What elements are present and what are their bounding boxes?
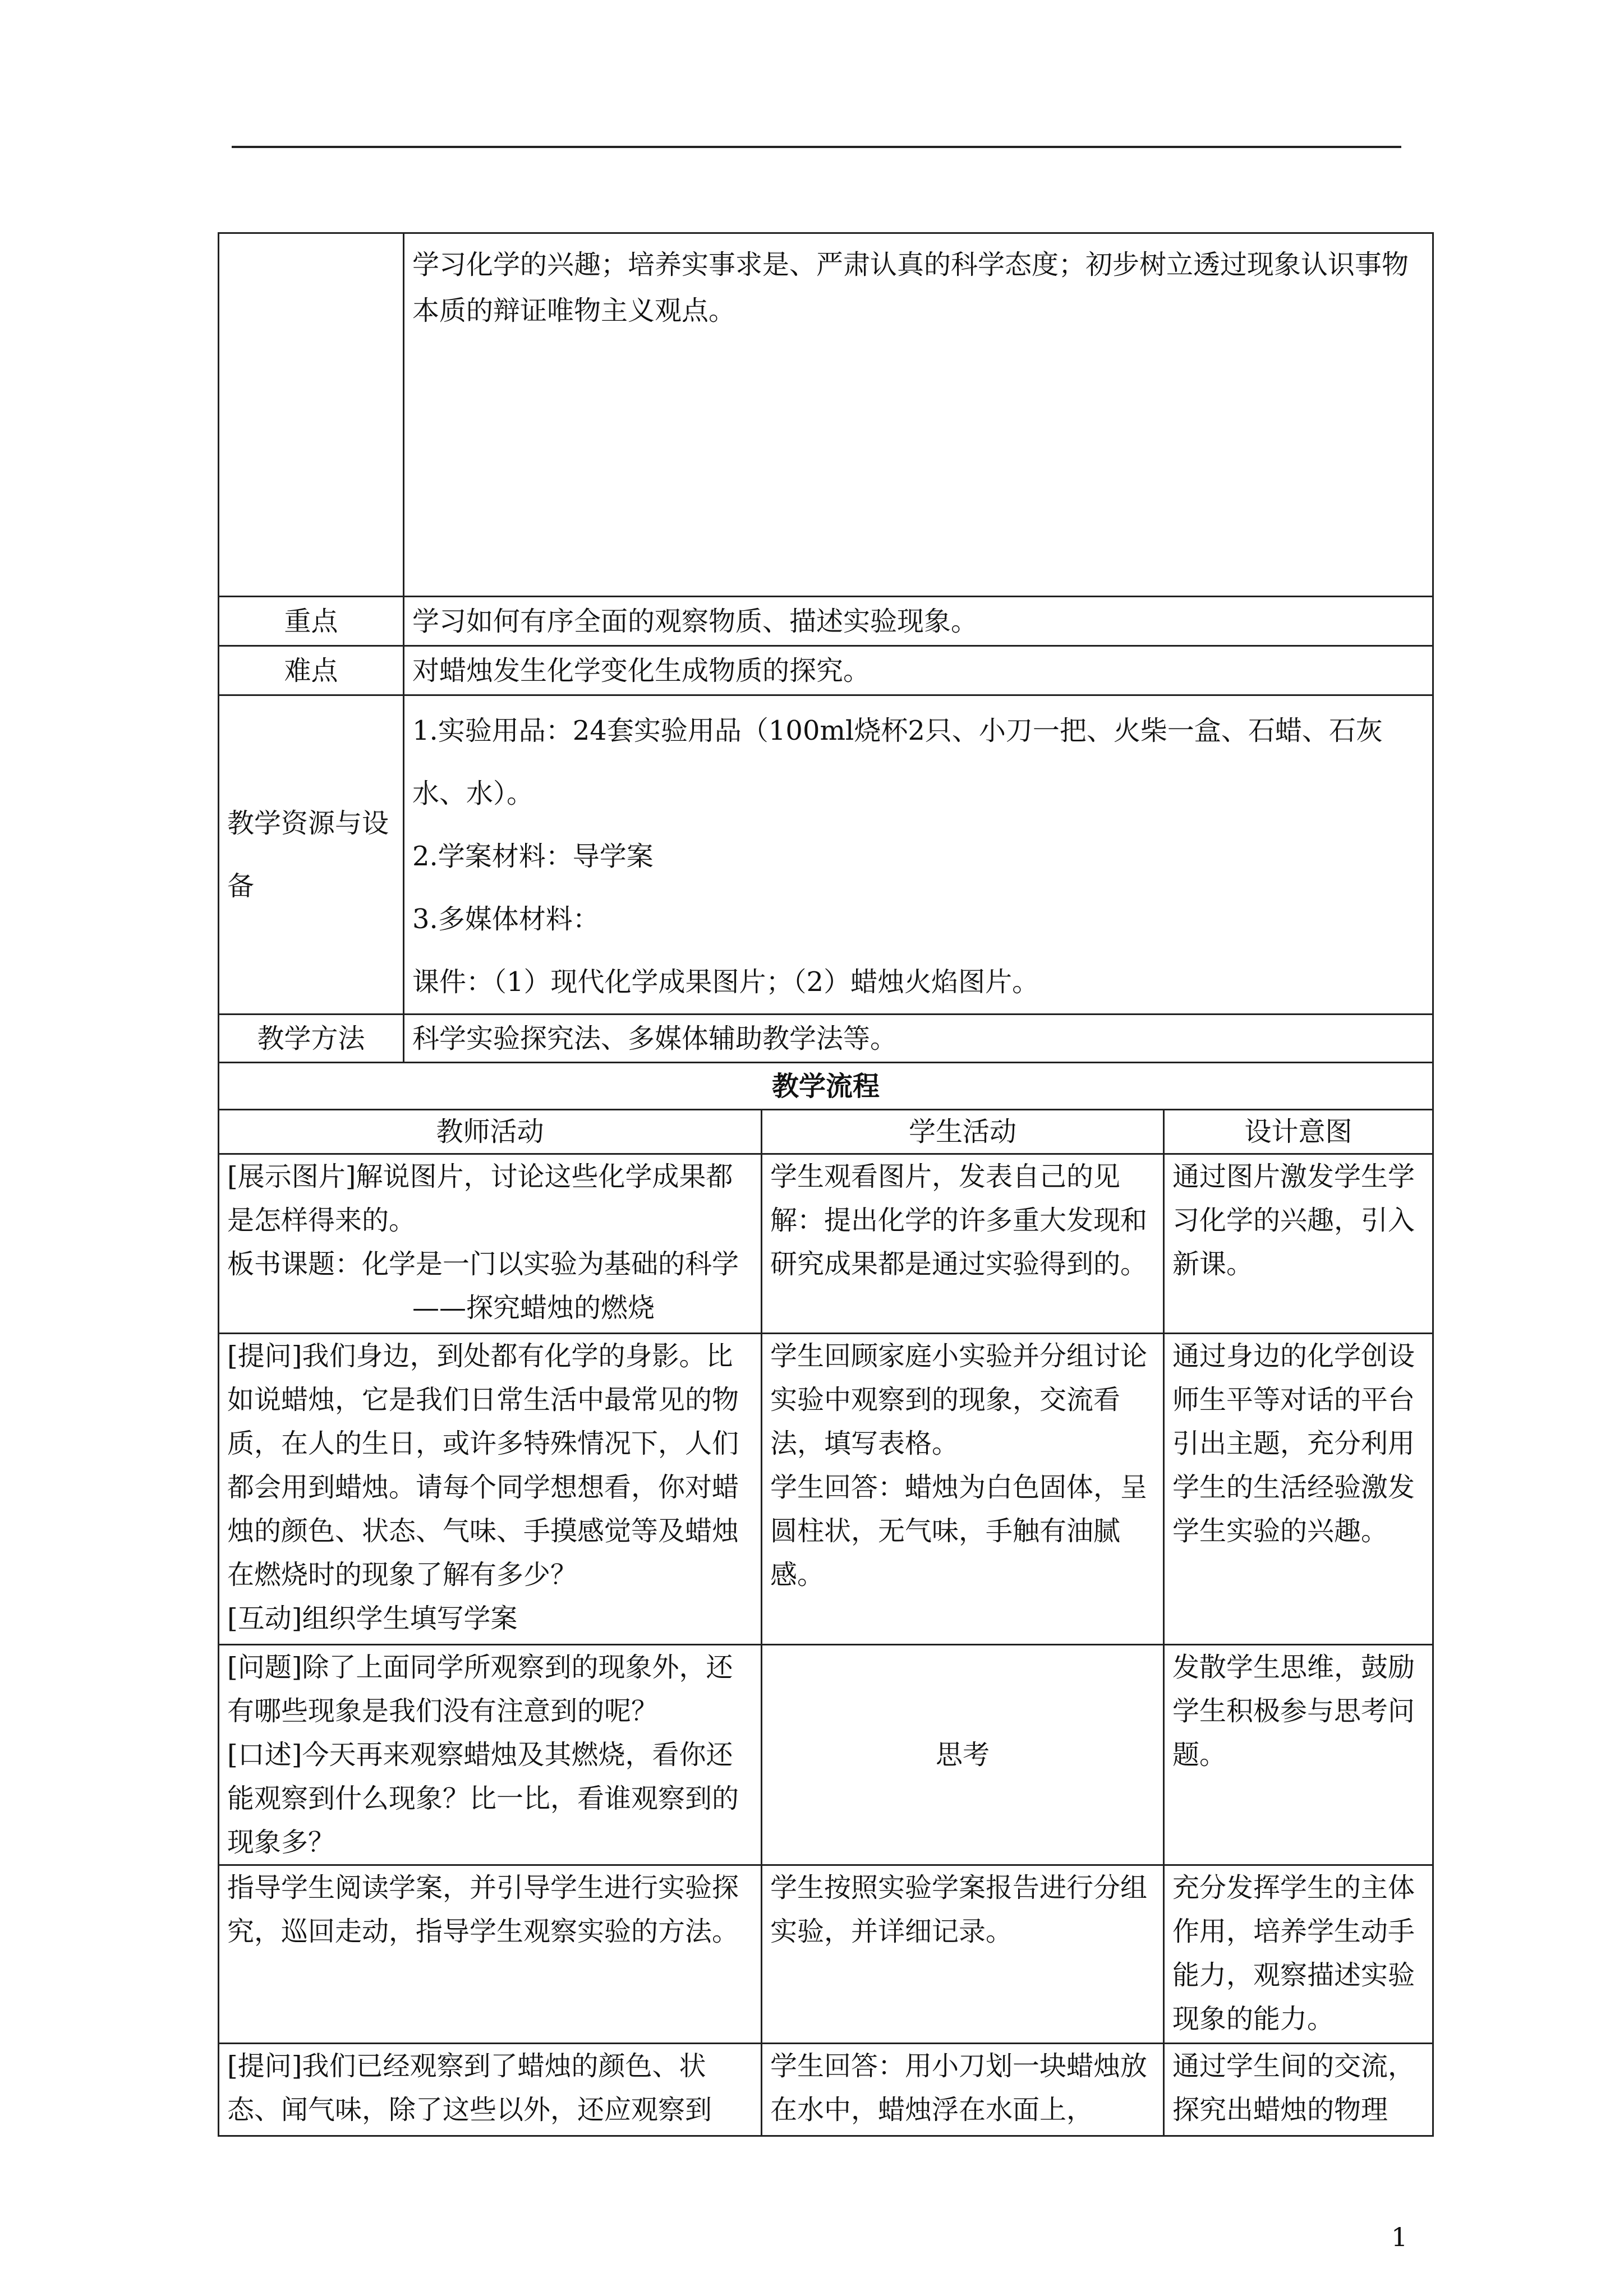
intent-cell: 通过身边的化学创设师生平等对话的平台引出主题，充分利用学生的生活经验激发学生实验的兴趣。	[1164, 1334, 1433, 1645]
intent-cell: 充分发挥学生的主体作用，培养学生动手能力，观察描述实验现象的能力。	[1164, 1865, 1433, 2044]
header-teacher: 教师活动	[219, 1110, 762, 1154]
student-cell: 学生观看图片，发表自己的见解：提出化学的许多重大发现和研究成果都是通过实验得到的。	[762, 1154, 1164, 1334]
student-cell	[762, 1334, 1164, 1645]
key-point-label: 重点	[219, 597, 404, 646]
teacher-line: 板书课题：化学是一门以实验为基础的科学	[227, 1248, 739, 1280]
header-rule	[232, 146, 1401, 148]
resources-label: 教学资源与设备	[219, 695, 404, 1015]
student-line: 学生回答：蜡烛为白色固体，呈圆柱状，无气味，手触有油腻感。	[770, 1472, 1148, 1590]
resources-line-1: 1.实验用品：24套实验用品（100ml烧杯2只、小刀一把、火柴一盒、石蜡、石灰水、水）。	[412, 715, 1383, 809]
teacher-line: [问题]除了上面同学所观察到的现象外，还有哪些现象是我们没有注意到的呢？	[227, 1652, 733, 1727]
intent-cell: 发散学生思维，鼓励学生积极参与思考问题。	[1164, 1645, 1433, 1865]
teacher-line: [互动]组织学生填写学案	[227, 1603, 518, 1634]
methods-text: 科学实验探究法、多媒体辅助教学法等。	[404, 1015, 1433, 1063]
methods-row	[219, 1015, 1433, 1063]
teacher-cell	[219, 1154, 762, 1334]
goals-text: 学习化学的兴趣；培养实事求是、严肃认真的科学态度；初步树立透过现象认识事物本质的辩证唯物主义观点。	[404, 233, 1433, 597]
key-point-row	[219, 597, 1433, 646]
teacher-line: [展示图片]解说图片，讨论这些化学成果都是怎样得来的。	[227, 1161, 733, 1236]
teacher-line: [口述]今天再来观察蜡烛及其燃烧，看你还能观察到什么现象？比一比，看谁观察到的现象多？	[227, 1739, 739, 1858]
resources-line-2: 2.学案材料：导学案	[412, 841, 654, 872]
info-table	[218, 232, 1434, 1063]
difficulty-row	[219, 646, 1433, 695]
resources-line-3: 3.多媒体材料：	[412, 903, 600, 935]
table-row	[219, 2044, 1433, 2136]
student-cell: 学生按照实验学案报告进行分组实验，并详细记录。	[762, 1865, 1164, 2044]
key-point-text: 学习如何有序全面的观察物质、描述实验现象。	[404, 597, 1433, 646]
header-student: 学生活动	[762, 1110, 1164, 1154]
student-cell: 思考	[762, 1645, 1164, 1865]
lesson-subtitle: ——探究蜡烛的燃烧	[412, 1292, 655, 1324]
intent-cell: 通过图片激发学生学习化学的兴趣，引入新课。	[1164, 1154, 1433, 1334]
goals-row	[219, 233, 1433, 597]
methods-label: 教学方法	[219, 1015, 404, 1063]
student-cell: 学生回答：用小刀划一块蜡烛放在水中，蜡烛浮在水面上，	[762, 2044, 1164, 2136]
flow-title-row	[219, 1063, 1433, 1110]
table-row	[219, 1645, 1433, 1865]
teacher-line: [提问]我们身边，到处都有化学的身影。比如说蜡烛，它是我们日常生活中最常见的物质，在人的生日，或许多特殊情况下，人们都会用到蜡烛。请每个同学想想看，你对蜡烛的颜色、状态、气味、手摸感觉等及蜡烛在燃烧时的现象了解有多少？	[227, 1340, 739, 1590]
table-row	[219, 1334, 1433, 1645]
difficulty-text: 对蜡烛发生化学变化生成物质的探究。	[404, 646, 1433, 695]
header-intent: 设计意图	[1164, 1110, 1433, 1154]
intent-cell: 通过学生间的交流，探究出蜡烛的物理	[1164, 2044, 1433, 2136]
teacher-cell: 指导学生阅读学案，并引导学生进行实验探究，巡回走动，指导学生观察实验的方法。	[219, 1865, 762, 2044]
lesson-plan-table	[218, 232, 1432, 2137]
flow-table	[218, 1062, 1434, 2137]
flow-header-row	[219, 1110, 1433, 1154]
resources-content	[404, 695, 1433, 1015]
resources-line-4: 课件：（1）现代化学成果图片；（2）蜡烛火焰图片。	[412, 966, 1039, 998]
page-number: 1	[1391, 2222, 1408, 2252]
teacher-cell	[219, 1645, 762, 1865]
resources-row	[219, 695, 1433, 1015]
flow-title: 教学流程	[219, 1063, 1433, 1110]
student-line: 学生回顾家庭小实验并分组讨论实验中观察到的现象，交流看法，填写表格。	[770, 1340, 1148, 1459]
table-row	[219, 1154, 1433, 1334]
difficulty-label: 难点	[219, 646, 404, 695]
teacher-cell: [提问]我们已经观察到了蜡烛的颜色、状态、闻气味，除了这些以外，还应观察到	[219, 2044, 762, 2136]
goals-label-cell	[219, 233, 404, 597]
teacher-cell	[219, 1334, 762, 1645]
table-row	[219, 1865, 1433, 2044]
